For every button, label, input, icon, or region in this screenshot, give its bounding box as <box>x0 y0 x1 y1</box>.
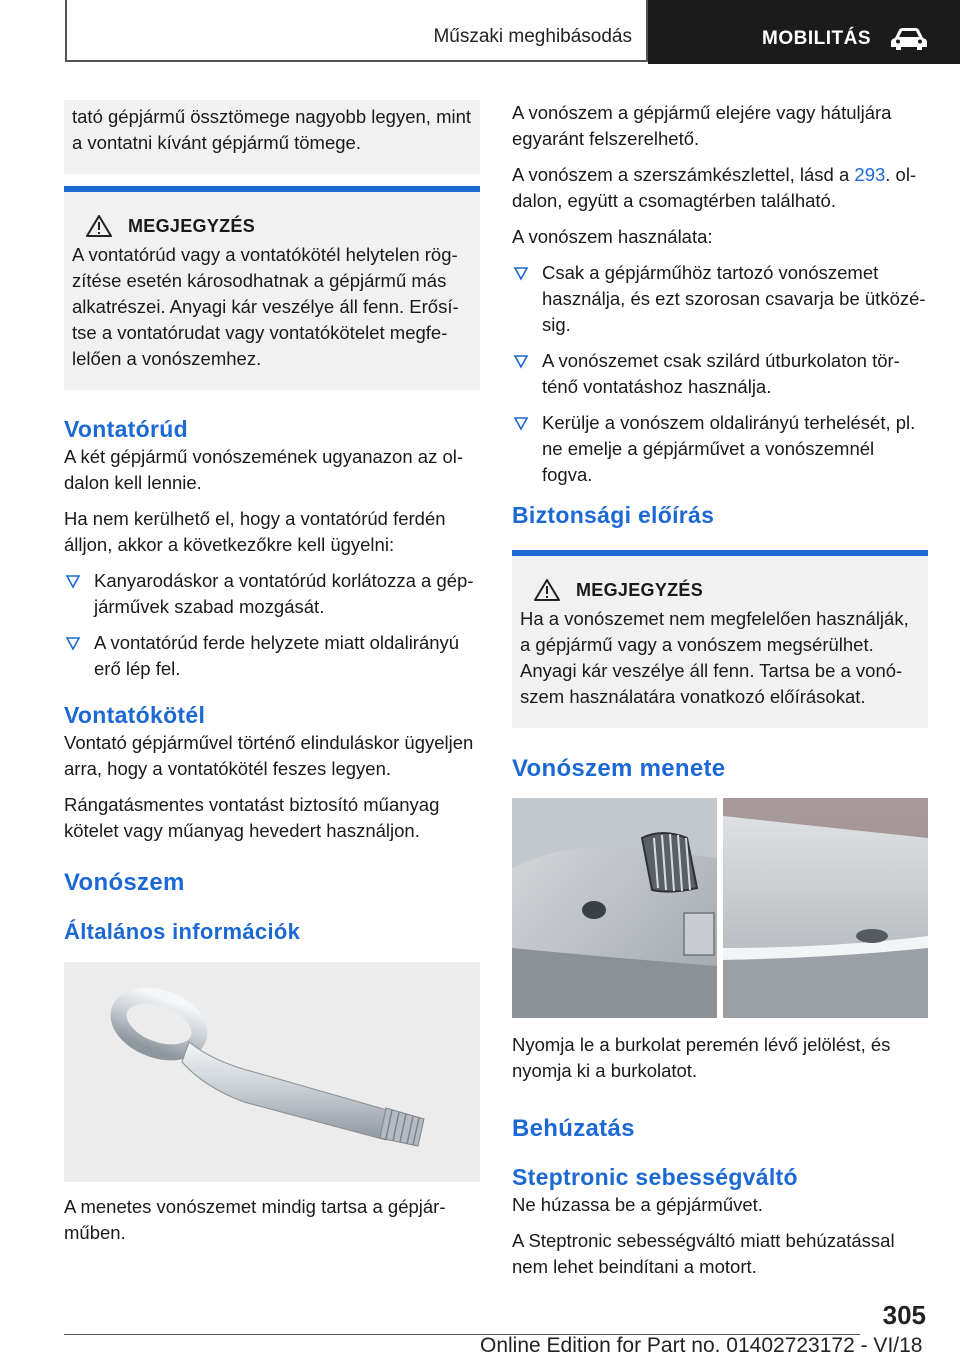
paragraph: A két gépjármű vonószemének ugyanazon az oldalon kell lennie. <box>64 446 464 493</box>
footer-edition: Online Edition for Part no. 01402723172 - VI/18 <box>480 1334 923 1357</box>
bumper-cover-illustration <box>512 798 928 1018</box>
car-icon <box>889 26 929 52</box>
subheading-general-info: Általános információk <box>64 919 301 944</box>
notice-title: MEGJEGYZÉS <box>128 215 256 236</box>
bullet-list <box>512 260 928 488</box>
list-item: Kerülje a vonószem oldalirányú terhelését, pl. ne emelje a gépjárművet a vonószemnél fogva. <box>512 410 928 488</box>
paragraph: A vonószem használata: <box>512 226 713 247</box>
image-caption: A menetes vonószemet mindig tartsa a gépjárműben. <box>64 1196 446 1243</box>
bumper-cover-image <box>512 798 928 1018</box>
paragraph: A Steptronic sebességváltó miatt behúzatással nem lehet beindítani a motort. <box>512 1230 895 1277</box>
section-heading-menete: Vonószem menete <box>512 755 726 782</box>
warning-icon <box>534 578 560 602</box>
thread <box>380 1108 424 1146</box>
section-heading-vontatorud: Vontatórúd <box>64 416 188 442</box>
tow-eye-illustration <box>64 962 480 1182</box>
section-heading-safety: Biztonsági előírás <box>512 502 715 528</box>
header-chapter-tab <box>648 0 960 64</box>
notice-box <box>64 186 480 390</box>
section-heading-behuzatas: Behúzatás <box>512 1115 635 1142</box>
page-header <box>0 0 960 64</box>
bullet-list <box>64 568 480 682</box>
triangle-bullet-icon <box>64 571 82 591</box>
paragraph: A vonószem a szerszámkészlettel, lásd a 293. oldalon, együtt a csomagtérben található. <box>512 164 917 211</box>
right-column <box>512 100 928 1290</box>
intro-box <box>64 100 480 174</box>
tow-eye-image <box>64 962 480 1182</box>
section-heading-vontatokotel: Vontatókötél <box>64 702 206 728</box>
image-caption: Nyomja le a burkolat peremén lévő jelölést, és nyomja ki a burkolatot. <box>512 1034 891 1081</box>
left-column <box>64 100 480 1256</box>
section-heading-vonoszem: Vonószem <box>64 869 185 896</box>
triangle-bullet-icon <box>512 413 530 433</box>
list-item: Kanyarodáskor a vontatórúd korlátozza a gépjárművek szabad mozgását. <box>64 568 480 620</box>
header-chapter-title: MOBILITÁS <box>762 28 871 49</box>
page-number: 305 <box>882 1300 926 1330</box>
paragraph: A vonószem a gépjármű elejére vagy hátuljára egyaránt felszerelhető. <box>512 102 892 149</box>
list-item: Csak a gépjárműhöz tartozó vonószemet használja, és ezt szorosan csavarja be ütközésig. <box>512 260 928 338</box>
intro-text: tató gépjármű össztömege nagyobb legyen, mint a vontatni kívánt gépjármű tömege. <box>72 106 472 153</box>
notice-title: MEGJEGYZÉS <box>576 579 704 600</box>
paragraph: Vontató gépjárművel történő elinduláskor ügyeljen arra, hogy a vontatókötél feszes legyen. <box>64 732 474 779</box>
triangle-bullet-icon <box>512 351 530 371</box>
header-section-tab <box>65 0 648 62</box>
list-item: A vontatórúd ferde helyzete miatt oldalirányú erő lép fel. <box>64 630 480 682</box>
notice-text: A vontatórúd vagy a vontatókötél helytelen rögzítése esetén károsodhatnak a gépjármű más alkatrészei. Anyagi kár veszélye áll fenn. Erősítse a vontatórudat vagy vontatókötelet megfelelően a vonószemhez. <box>72 244 459 369</box>
notice-box <box>512 550 928 728</box>
page-reference-link[interactable]: 293 <box>854 164 886 185</box>
paragraph: Ne húzassa be a gépjárművet. <box>512 1194 763 1215</box>
triangle-bullet-icon <box>512 263 530 283</box>
list-item: A vonószemet csak szilárd útburkolaton történő vontatáshoz használja. <box>512 348 928 400</box>
subheading-steptronic: Steptronic sebességváltó <box>512 1164 798 1190</box>
paragraph: Ha nem kerülhető el, hogy a vontatórúd ferdén álljon, akkor a következőkre kell ügyelni: <box>64 508 446 555</box>
notice-text: Ha a vonószemet nem megfelelően használják, a gépjármű vagy a vonószem megsérülhet. Anyagi kár veszélye áll fenn. Tartsa be a vonószem használatára vonatkozó előírásokat. <box>520 608 909 707</box>
paragraph: Rángatásmentes vontatást biztosító műanyag kötelet vagy műanyag hevedert használjon. <box>64 794 440 841</box>
warning-icon <box>86 214 112 238</box>
triangle-bullet-icon <box>64 633 82 653</box>
header-section-title: Műszaki meghibásodás <box>433 26 632 47</box>
